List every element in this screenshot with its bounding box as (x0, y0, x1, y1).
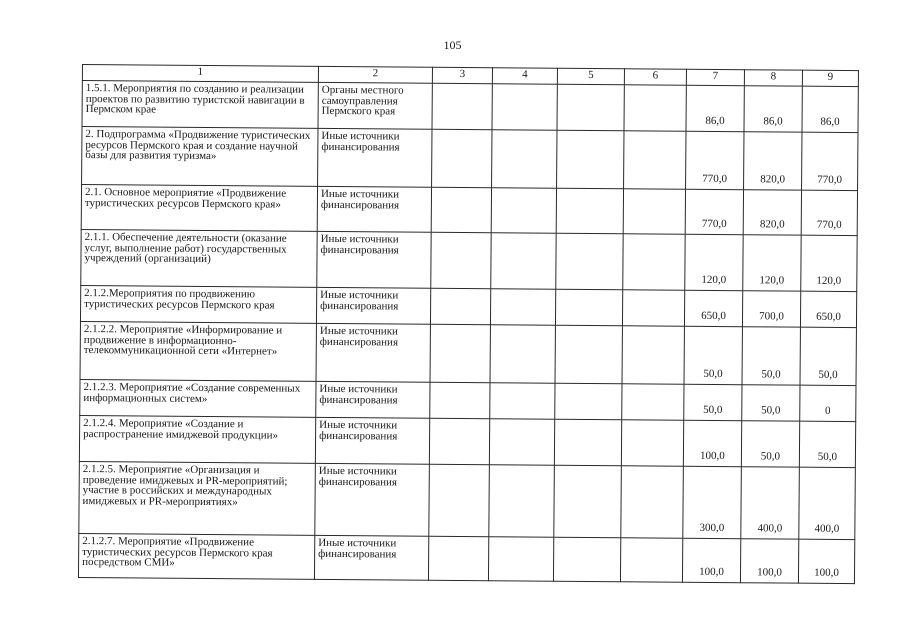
cell-col3 (430, 324, 490, 382)
cell-col6 (623, 189, 685, 234)
cell-col7: 50,0 (684, 384, 742, 420)
col-header-6: 6 (624, 69, 686, 85)
col-header-2: 2 (318, 66, 432, 83)
cell-col4 (490, 325, 555, 384)
cell-col9: 400,0 (799, 467, 856, 539)
col-header-5: 5 (557, 68, 624, 85)
cell-col4 (489, 419, 554, 466)
table-row (78, 533, 854, 583)
col-header-4: 4 (492, 68, 557, 85)
cell-col9: 86,0 (802, 86, 858, 132)
cell-col8: 50,0 (742, 385, 800, 421)
cell-col3 (430, 288, 490, 324)
cell-col8: 700,0 (742, 291, 800, 327)
cell-col8: 820,0 (744, 132, 802, 190)
cell-col3 (431, 232, 491, 288)
cell-col4 (492, 84, 557, 131)
table-row (81, 185, 857, 236)
cell-col9: 770,0 (802, 132, 858, 190)
cell-col7: 100,0 (682, 538, 740, 582)
cell-col3 (430, 382, 490, 418)
cell-col4 (489, 465, 555, 538)
col-header-1: 1 (82, 65, 318, 83)
cell-col8: 50,0 (741, 421, 799, 467)
cell-col6 (622, 290, 684, 326)
cell-col7: 100,0 (683, 420, 741, 466)
row-name: 2.1.2.7. Мероприятие «Продвижение туристических ресурсов Пермского края посредством СМИ» (78, 533, 314, 579)
cell-col4 (492, 130, 557, 189)
cell-col6 (621, 420, 683, 466)
budget-table (78, 64, 859, 584)
col-header-9: 9 (802, 70, 858, 86)
cell-col7: 770,0 (685, 189, 743, 234)
cell-col9: 50,0 (799, 421, 855, 467)
page-number: 105 (443, 38, 462, 52)
col-header-7: 7 (686, 69, 744, 85)
cell-col8: 120,0 (743, 235, 801, 291)
table-row (79, 415, 855, 467)
row-name: 2.1.2.2. Мероприятие «Информирование и продвижение в информационно-телекоммуникационной сети «Интернет» (80, 321, 316, 381)
cell-col5 (556, 188, 623, 234)
row-name: 2.1.2.Мероприятия по продвижению туристических ресурсов Пермского края (80, 285, 316, 323)
cell-col9: 100,0 (798, 539, 854, 583)
cell-col6 (624, 85, 686, 131)
row-source: Иные источники финансирования (317, 186, 431, 232)
cell-col7: 770,0 (686, 131, 744, 189)
cell-col4 (491, 233, 556, 290)
cell-col8: 86,0 (744, 86, 802, 132)
cell-col3 (432, 83, 492, 129)
cell-col8: 400,0 (741, 467, 800, 539)
cell-col4 (490, 289, 555, 326)
cell-col9: 120,0 (801, 235, 857, 291)
table-row (81, 229, 857, 291)
cell-col7: 650,0 (684, 290, 742, 326)
cell-col3 (431, 187, 491, 232)
cell-col5 (553, 537, 620, 582)
table-row (82, 81, 858, 133)
table-row (79, 461, 856, 539)
row-name: 2. Подпрограмма «Продвижение туристических ресурсов Пермского края и создание научной базы для развития туризма» (82, 127, 318, 187)
cell-col7: 120,0 (685, 234, 743, 290)
col-header-3: 3 (432, 67, 492, 83)
row-name: 1.5.1. Мероприятия по созданию и реализации проектов по развитию туристской навигации в Пермском крае (82, 81, 318, 129)
cell-col7: 300,0 (683, 466, 742, 538)
cell-col8: 820,0 (743, 190, 801, 235)
cell-col3 (428, 536, 488, 580)
row-source: Иные источники финансирования (318, 128, 432, 187)
cell-col6 (622, 326, 684, 384)
cell-col5 (556, 233, 623, 290)
row-source: Иные источники финансирования (316, 381, 430, 418)
row-source: Иные источники финансирования (315, 463, 430, 536)
cell-col6 (621, 466, 684, 538)
cell-col6 (620, 538, 682, 582)
cell-col3 (429, 464, 490, 536)
cell-col4 (491, 188, 556, 234)
cell-col8: 50,0 (742, 327, 800, 385)
cell-col7: 50,0 (684, 326, 742, 384)
cell-col9: 0 (800, 385, 856, 421)
row-name: 2.1.1. Обеспечение деятельности (оказание услуг, выполнение работ) государственных учреждений (организаций) (81, 229, 317, 287)
cell-col7: 86,0 (686, 85, 744, 131)
cell-col3 (429, 418, 489, 464)
cell-col5 (554, 419, 621, 466)
cell-col4 (488, 537, 553, 582)
col-header-8: 8 (744, 70, 802, 86)
table-row (80, 379, 856, 421)
cell-col9: 650,0 (800, 291, 856, 327)
row-name: 2.1.2.4. Мероприятие «Создание и распространение имиджевой продукции» (79, 415, 315, 463)
table-row (80, 321, 856, 385)
cell-col5 (557, 84, 624, 131)
cell-col5 (555, 383, 622, 420)
row-source: Иные источники финансирования (316, 287, 430, 324)
cell-col5 (554, 465, 622, 538)
row-source: Иные источники финансирования (317, 231, 431, 288)
cell-col9: 770,0 (801, 190, 857, 235)
cell-col4 (490, 383, 555, 420)
table-row (82, 127, 858, 191)
row-name: 2.1. Основное мероприятие «Продвижение туристических ресурсов Пермского края» (81, 185, 317, 232)
cell-col6 (622, 384, 684, 420)
cell-col6 (623, 234, 685, 290)
cell-col9: 50,0 (800, 327, 856, 385)
row-source: Иные источники финансирования (314, 535, 428, 580)
table-row (80, 285, 856, 327)
cell-col5 (555, 289, 622, 326)
cell-col3 (432, 129, 492, 187)
cell-col5 (555, 325, 622, 384)
cell-col6 (624, 131, 686, 189)
row-source: Иные источники финансирования (316, 323, 430, 382)
row-name: 2.1.2.3. Мероприятие «Создание современных информационных систем» (80, 379, 316, 417)
cell-col8: 100,0 (740, 539, 798, 583)
cell-col5 (557, 130, 624, 189)
row-name: 2.1.2.5. Мероприятие «Организация и проведение имиджевых и PR-мероприятий; участие в российских и международных имиджевых и PR-мероприятиях» (79, 461, 316, 535)
row-source: Органы местного самоуправления Пермского края (318, 82, 432, 129)
row-source: Иные источники финансирования (315, 417, 429, 464)
